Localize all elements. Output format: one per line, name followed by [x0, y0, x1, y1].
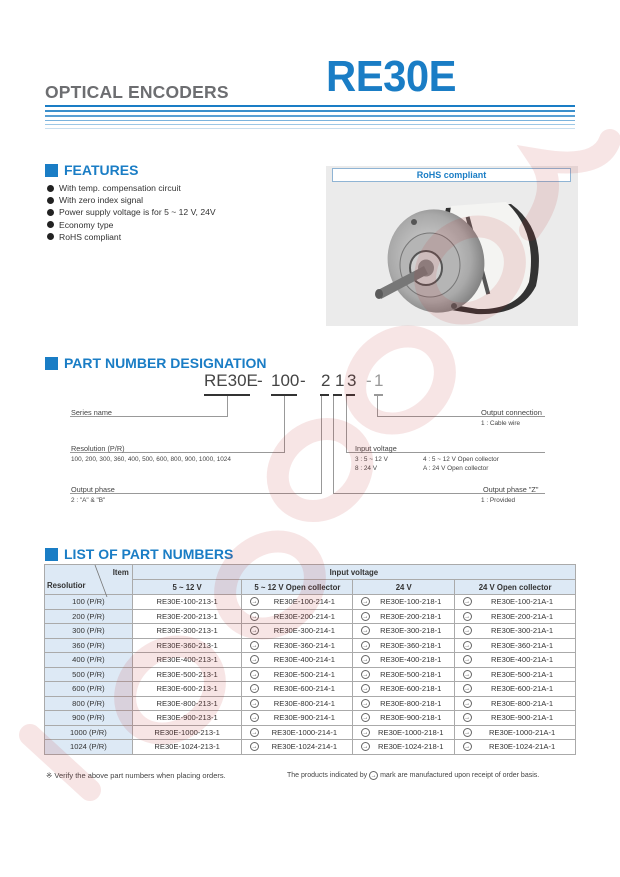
build-to-order-mark-icon: → — [362, 744, 369, 751]
part-number: RE30E-360-218-1 — [380, 640, 442, 650]
part-number: RE30E-100-214-1 — [273, 597, 335, 607]
part-number: RE30E-1024-214-1 — [271, 742, 338, 752]
input-voltage-opt: A : 24 V Open collector — [423, 465, 489, 472]
part-number-cell — [353, 682, 455, 697]
feature-item — [47, 219, 216, 231]
part-list-heading — [45, 546, 233, 562]
part-number: RE30E-500-214-1 — [273, 669, 335, 679]
designation-heading — [45, 355, 266, 371]
features-title: FEATURES — [64, 162, 139, 178]
resolution-cell: 1024 (P/R) — [45, 740, 133, 755]
resolution-cell: 900 (P/R) — [45, 711, 133, 726]
part-number-cell — [455, 725, 576, 740]
section-square-icon — [45, 164, 58, 177]
feature-text: With zero index signal — [59, 195, 144, 206]
input-voltage-label: Input voltage — [355, 444, 397, 453]
build-to-order-mark-icon: → — [362, 671, 369, 678]
table-row — [45, 609, 576, 624]
column-header: 24 V Open collector — [455, 580, 576, 595]
part-number: RE30E-1024-21A-1 — [488, 742, 556, 752]
feature-text: RoHS compliant — [59, 231, 122, 242]
corner-item-label: Item — [112, 568, 129, 577]
output-phase-value: 2 : "A" & "B" — [71, 497, 106, 504]
resolution-cell: 360 (P/R) — [45, 638, 133, 653]
code-phase: 2 — [321, 371, 331, 390]
build-to-order-mark-icon: → — [251, 715, 258, 722]
part-number-cell — [353, 624, 455, 639]
corner-resolution-label: Resolutior — [47, 581, 86, 590]
part-number-cell — [242, 725, 353, 740]
output-phase-z-label: Output phase "Z" — [483, 485, 539, 494]
build-to-order-mark-icon: → — [251, 657, 258, 664]
part-number-cell — [242, 682, 353, 697]
part-number-cell — [455, 624, 576, 639]
code-series: RE30E — [204, 371, 258, 390]
resolution-cell: 500 (P/R) — [45, 667, 133, 682]
part-number-cell — [353, 696, 455, 711]
build-to-order-mark-icon: → — [362, 715, 369, 722]
part-number-cell — [353, 638, 455, 653]
output-phase-z-value: 1 : Provided — [481, 497, 516, 504]
table-row — [45, 624, 576, 639]
part-list-title: LIST OF PART NUMBERS — [64, 546, 234, 562]
build-to-order-mark-icon: → — [362, 628, 369, 635]
part-number-cell: RE30E-1000-213-1 — [132, 725, 242, 740]
category-title: OPTICAL ENCODERS — [45, 82, 229, 102]
column-header: 5 ~ 12 V Open collector — [242, 580, 353, 595]
part-number: RE30E-400-214-1 — [273, 655, 335, 665]
part-number-cell — [242, 653, 353, 668]
product-photo — [326, 166, 578, 326]
part-number-cell — [242, 624, 353, 639]
bullet-icon — [47, 233, 54, 240]
part-number: RE30E-1024-218-1 — [378, 742, 444, 752]
code-sep: - — [300, 371, 306, 390]
code-sep: - — [257, 371, 263, 390]
part-number-cell — [455, 696, 576, 711]
part-number-cell: RE30E-400-213-1 — [132, 653, 242, 668]
build-to-order-mark-icon: → — [251, 744, 258, 751]
table-row — [45, 682, 576, 697]
part-number-cell — [242, 740, 353, 755]
part-number-cell: RE30E-800-213-1 — [132, 696, 242, 711]
resolution-cell: 600 (P/R) — [45, 682, 133, 697]
part-number: RE30E-500-21A-1 — [491, 669, 554, 679]
underline — [333, 394, 342, 396]
build-to-order-mark-icon: → — [251, 599, 258, 606]
part-number: RE30E-200-218-1 — [380, 611, 442, 621]
header-stripes — [45, 105, 575, 132]
part-number: RE30E-400-21A-1 — [491, 655, 554, 665]
part-number-cell — [455, 638, 576, 653]
build-to-order-mark-icon: → — [251, 613, 258, 620]
part-number-cell: RE30E-300-213-1 — [132, 624, 242, 639]
part-number: RE30E-900-21A-1 — [491, 713, 554, 723]
part-numbers-table — [44, 564, 576, 755]
part-number-cell: RE30E-360-213-1 — [132, 638, 242, 653]
part-number: RE30E-800-218-1 — [380, 698, 442, 708]
input-voltage-opt: 3 : 5 ~ 12 V — [355, 456, 388, 463]
table-row — [45, 725, 576, 740]
part-number-cell — [242, 638, 353, 653]
part-number-cell: RE30E-900-213-1 — [132, 711, 242, 726]
part-number-cell: RE30E-100-213-1 — [132, 595, 242, 610]
table-row — [45, 653, 576, 668]
table-row — [45, 711, 576, 726]
part-number: RE30E-600-21A-1 — [491, 684, 554, 694]
build-to-order-mark-icon: → — [362, 599, 369, 606]
section-square-icon — [45, 357, 58, 370]
part-number-cell — [353, 609, 455, 624]
series-name-label: Series name — [71, 408, 112, 417]
part-number: RE30E-1000-21A-1 — [488, 727, 556, 737]
part-number: RE30E-400-218-1 — [380, 655, 442, 665]
resolution-cell: 300 (P/R) — [45, 624, 133, 639]
bullet-icon — [47, 197, 54, 204]
part-number-cell — [242, 609, 353, 624]
build-to-order-mark-icon: → — [251, 686, 258, 693]
feature-text: Economy type — [59, 219, 114, 230]
part-number-cell — [242, 667, 353, 682]
model-title: RE30E — [326, 52, 457, 101]
input-voltage-group-header: Input voltage — [132, 565, 575, 580]
part-number: RE30E-360-21A-1 — [491, 640, 554, 650]
column-header: 24 V — [353, 580, 455, 595]
rohs-badge: RoHS compliant — [332, 168, 571, 182]
build-to-order-mark-icon: → — [362, 686, 369, 693]
part-number-cell: RE30E-200-213-1 — [132, 609, 242, 624]
code-z-phase: 1 — [335, 371, 345, 390]
bullet-icon — [47, 221, 54, 228]
build-to-order-mark-icon: → — [464, 700, 471, 707]
corner-header — [45, 565, 133, 595]
part-number-cell — [353, 595, 455, 610]
build-to-order-mark-icon: → — [251, 642, 258, 649]
note-text: mark are manufactured upon receipt of order basis. — [380, 772, 540, 779]
designation-title: PART NUMBER DESIGNATION — [64, 355, 267, 371]
part-number-cell — [455, 653, 576, 668]
part-number: RE30E-1000-214-1 — [271, 727, 338, 737]
table-row — [45, 696, 576, 711]
build-to-order-mark-icon: → — [251, 628, 258, 635]
part-number: RE30E-900-214-1 — [273, 713, 335, 723]
code-voltage: 3 — [347, 371, 357, 390]
part-number-cell — [242, 711, 353, 726]
part-number: RE30E-300-21A-1 — [491, 626, 554, 636]
part-number: RE30E-600-214-1 — [273, 684, 335, 694]
section-square-icon — [45, 548, 58, 561]
feature-text: With temp. compensation circuit — [59, 183, 181, 193]
part-number-cell: RE30E-500-213-1 — [132, 667, 242, 682]
part-number-cell: RE30E-600-213-1 — [132, 682, 242, 697]
order-note: ※ Verify the above part numbers when placing orders. — [46, 771, 226, 780]
table-row — [45, 740, 576, 755]
build-to-order-mark-icon: → — [464, 715, 471, 722]
feature-item — [47, 194, 216, 206]
table-row — [45, 667, 576, 682]
input-voltage-opt: 4 : 5 ~ 12 V Open collector — [423, 456, 499, 463]
build-to-order-mark-icon: → — [464, 599, 471, 606]
part-number: RE30E-900-218-1 — [380, 713, 442, 723]
resolution-values: 100, 200, 300, 360, 400, 500, 600, 800, 900, 1000, 1024 — [71, 456, 231, 463]
part-number-cell — [455, 595, 576, 610]
part-number: RE30E-300-214-1 — [273, 626, 335, 636]
part-number: RE30E-100-218-1 — [380, 597, 442, 607]
build-to-order-note — [287, 771, 539, 780]
part-number: RE30E-300-218-1 — [380, 626, 442, 636]
build-to-order-mark-icon: → — [362, 657, 369, 664]
resolution-cell: 100 (P/R) — [45, 595, 133, 610]
part-number: RE30E-800-214-1 — [273, 698, 335, 708]
feature-item — [47, 206, 216, 218]
underline — [346, 394, 355, 396]
part-number-cell — [353, 740, 455, 755]
build-to-order-mark-icon: → — [464, 686, 471, 693]
part-number-cell — [242, 595, 353, 610]
part-number: RE30E-100-21A-1 — [491, 597, 554, 607]
part-number-cell — [353, 725, 455, 740]
code-connection: 1 — [374, 371, 384, 390]
build-to-order-mark-icon: → — [464, 729, 471, 736]
build-to-order-mark-icon: → — [251, 671, 258, 678]
part-number: RE30E-1000-218-1 — [378, 727, 444, 737]
build-to-order-mark-icon: → — [362, 642, 369, 649]
code-resolution: 100 — [271, 371, 300, 390]
build-to-order-mark-icon: → — [464, 642, 471, 649]
build-to-order-mark-icon: → — [464, 657, 471, 664]
input-voltage-opt: 8 : 24 V — [355, 465, 378, 472]
part-number-cell — [455, 740, 576, 755]
features-heading — [45, 162, 138, 178]
part-number-cell — [353, 653, 455, 668]
build-to-order-mark-icon: → — [464, 628, 471, 635]
part-number: RE30E-200-21A-1 — [491, 611, 554, 621]
part-number-cell — [242, 696, 353, 711]
bullet-icon — [47, 209, 54, 216]
build-to-order-mark-icon: → — [370, 773, 377, 779]
part-number-cell — [455, 667, 576, 682]
feature-item — [47, 231, 216, 243]
build-to-order-mark-icon: → — [362, 700, 369, 707]
part-number-cell — [353, 667, 455, 682]
resolution-cell: 200 (P/R) — [45, 609, 133, 624]
code-sep: - — [366, 371, 372, 390]
build-to-order-mark-icon: → — [362, 613, 369, 620]
underline — [374, 394, 383, 396]
resolution-cell: 800 (P/R) — [45, 696, 133, 711]
build-to-order-mark-icon: → — [464, 613, 471, 620]
features-list — [47, 182, 216, 243]
output-phase-label: Output phase — [71, 485, 115, 494]
resolution-cell: 400 (P/R) — [45, 653, 133, 668]
part-number: RE30E-500-218-1 — [380, 669, 442, 679]
part-number: RE30E-800-21A-1 — [491, 698, 554, 708]
build-to-order-mark-icon: → — [362, 729, 369, 736]
resolution-label: Resolution (P/R) — [71, 444, 125, 453]
build-to-order-mark-icon: → — [251, 729, 258, 736]
note-text: The products indicated by — [287, 772, 368, 779]
build-to-order-mark-icon: → — [464, 744, 471, 751]
part-number-cell — [455, 711, 576, 726]
feature-item — [47, 182, 216, 194]
part-number: RE30E-600-218-1 — [380, 684, 442, 694]
part-number-cell — [353, 711, 455, 726]
table-row — [45, 638, 576, 653]
part-number-cell: RE30E-1024-213-1 — [132, 740, 242, 755]
column-header: 5 ~ 12 V — [132, 580, 242, 595]
part-number: RE30E-360-214-1 — [273, 640, 335, 650]
feature-text: Power supply voltage is for 5 ~ 12 V, 24V — [59, 207, 216, 218]
output-connection-label: Output connection — [481, 408, 542, 417]
build-to-order-mark-icon: → — [251, 700, 258, 707]
part-number-cell — [455, 682, 576, 697]
encoder-image-icon — [326, 166, 578, 326]
part-number: RE30E-200-214-1 — [273, 611, 335, 621]
resolution-cell: 1000 (P/R) — [45, 725, 133, 740]
output-connection-value: 1 : Cable wire — [481, 420, 521, 427]
part-number-cell — [455, 609, 576, 624]
build-to-order-mark-icon: → — [464, 671, 471, 678]
bullet-icon — [47, 185, 54, 192]
